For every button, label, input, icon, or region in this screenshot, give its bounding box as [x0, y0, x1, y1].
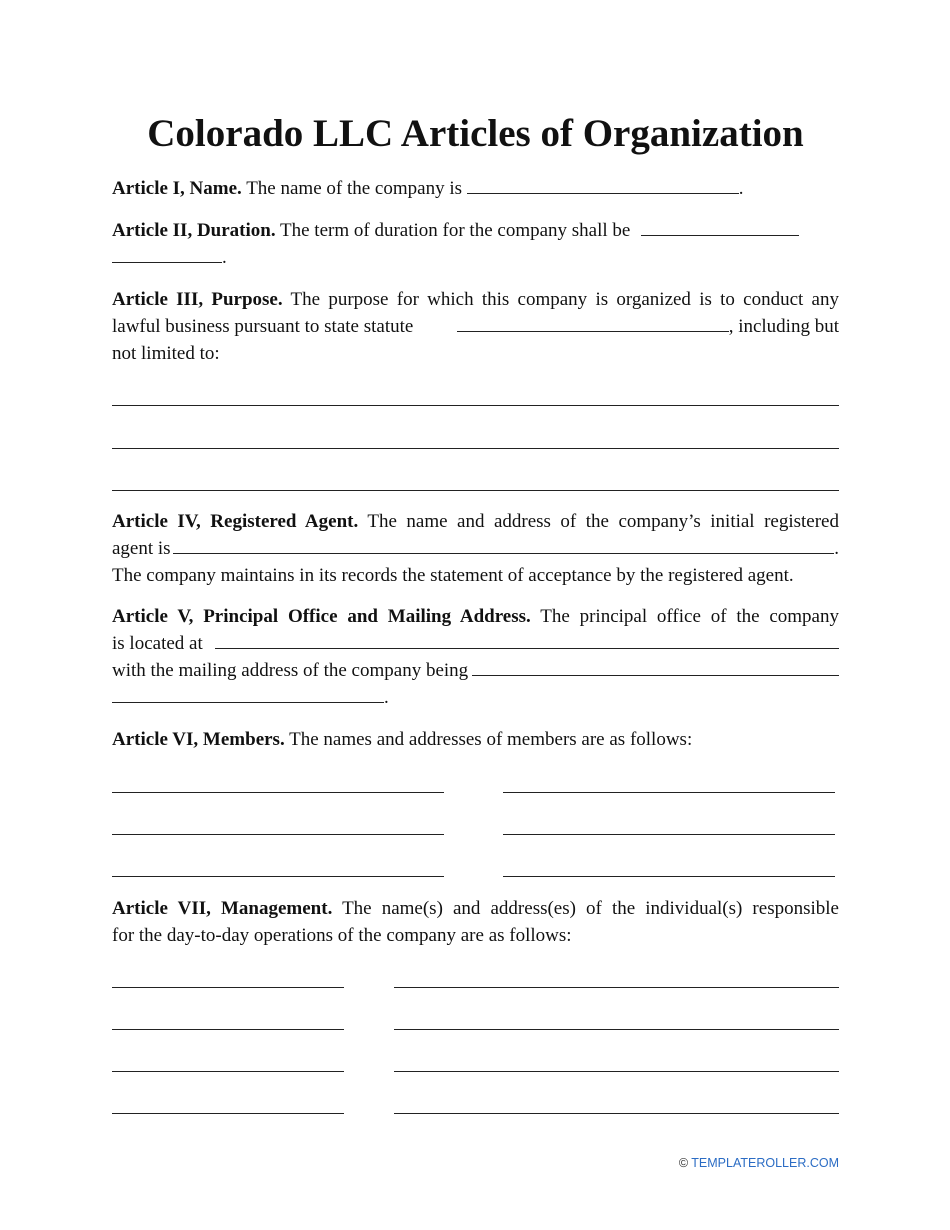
- article-4-heading: Article IV, Registered Agent.: [112, 511, 359, 532]
- article-2-heading: Article II, Duration.: [112, 220, 276, 241]
- principal-office-blank[interactable]: [215, 631, 839, 649]
- member-name-line-3[interactable]: [112, 876, 444, 877]
- mailing-address-blank-1[interactable]: [472, 658, 839, 676]
- article-2-end: .: [222, 247, 227, 268]
- article-5-end: .: [384, 687, 389, 708]
- member-address-line-2[interactable]: [503, 834, 835, 835]
- article-7-management: [112, 895, 839, 949]
- article-3-heading: Article III, Purpose.: [112, 289, 283, 310]
- mailing-address-blank-2[interactable]: [112, 685, 384, 703]
- footer-site-link[interactable]: TEMPLATEROLLER.COM: [691, 1156, 839, 1170]
- article-5-text-3: with the mailing address of the company being: [112, 660, 469, 681]
- duration-blank-2[interactable]: [112, 245, 222, 263]
- article-4-registered-agent: [112, 508, 839, 589]
- duration-blank-1[interactable]: [641, 218, 799, 236]
- registered-agent-blank[interactable]: [173, 536, 835, 554]
- manager-address-line-1[interactable]: [394, 987, 839, 988]
- article-4-text-2: agent is: [112, 538, 171, 559]
- article-2-duration: [112, 217, 839, 271]
- article-3-text-2: lawful business pursuant to state statute: [112, 316, 414, 337]
- article-6-text: The names and addresses of members are as follows:: [289, 729, 693, 750]
- manager-address-line-3[interactable]: [394, 1071, 839, 1072]
- article-5-heading: Article V, Principal Office and Mailing Address.: [112, 606, 531, 627]
- copyright-symbol: ©: [678, 1156, 689, 1170]
- article-4-text-3: The company maintains in its records the statement of acceptance by the registered agent.: [112, 565, 794, 586]
- article-5-principal-office: [112, 603, 839, 711]
- member-name-line-2[interactable]: [112, 834, 444, 835]
- manager-name-line-3[interactable]: [112, 1071, 344, 1072]
- member-address-line-3[interactable]: [503, 876, 835, 877]
- member-name-line-1[interactable]: [112, 792, 444, 793]
- article-6-members: [112, 726, 839, 753]
- state-statute-blank[interactable]: [457, 314, 729, 332]
- article-1-end: .: [738, 178, 744, 199]
- manager-name-line-4[interactable]: [112, 1113, 344, 1114]
- manager-address-line-4[interactable]: [394, 1113, 839, 1114]
- article-4-end: .: [834, 538, 839, 559]
- article-5-text-2: is located at: [112, 633, 203, 654]
- member-address-line-1[interactable]: [503, 792, 835, 793]
- article-4-text-1: The name and address of the company’s initial registered: [367, 511, 839, 532]
- manager-address-line-2[interactable]: [394, 1029, 839, 1030]
- purpose-line-2[interactable]: [112, 448, 839, 449]
- article-1-heading: Article I, Name.: [112, 178, 242, 199]
- article-7-heading: Article VII, Management.: [112, 898, 333, 919]
- article-7-text-2: for the day-to-day operations of the company are as follows:: [112, 925, 572, 946]
- article-3-text-4: not limited to:: [112, 343, 220, 364]
- document-title: Colorado LLC Articles of Organization: [147, 112, 804, 155]
- company-name-blank[interactable]: [467, 176, 739, 194]
- article-2-text: The term of duration for the company shall be: [280, 220, 631, 241]
- article-5-text-1: The principal office of the company: [540, 606, 839, 627]
- article-7-text-1: The name(s) and address(es) of the individual(s) responsible: [342, 898, 839, 919]
- purpose-line-3[interactable]: [112, 490, 839, 491]
- article-3-text-1: The purpose for which this company is organized is to conduct any: [290, 289, 839, 310]
- manager-name-line-1[interactable]: [112, 987, 344, 988]
- manager-name-line-2[interactable]: [112, 1029, 344, 1030]
- article-6-heading: Article VI, Members.: [112, 729, 285, 750]
- article-1-name: [112, 175, 839, 202]
- article-3-text-3: , including but: [728, 316, 839, 337]
- article-3-purpose: [112, 286, 839, 367]
- footer: [679, 1156, 839, 1170]
- article-1-text: The name of the company is: [246, 178, 462, 199]
- purpose-line-1[interactable]: [112, 405, 839, 406]
